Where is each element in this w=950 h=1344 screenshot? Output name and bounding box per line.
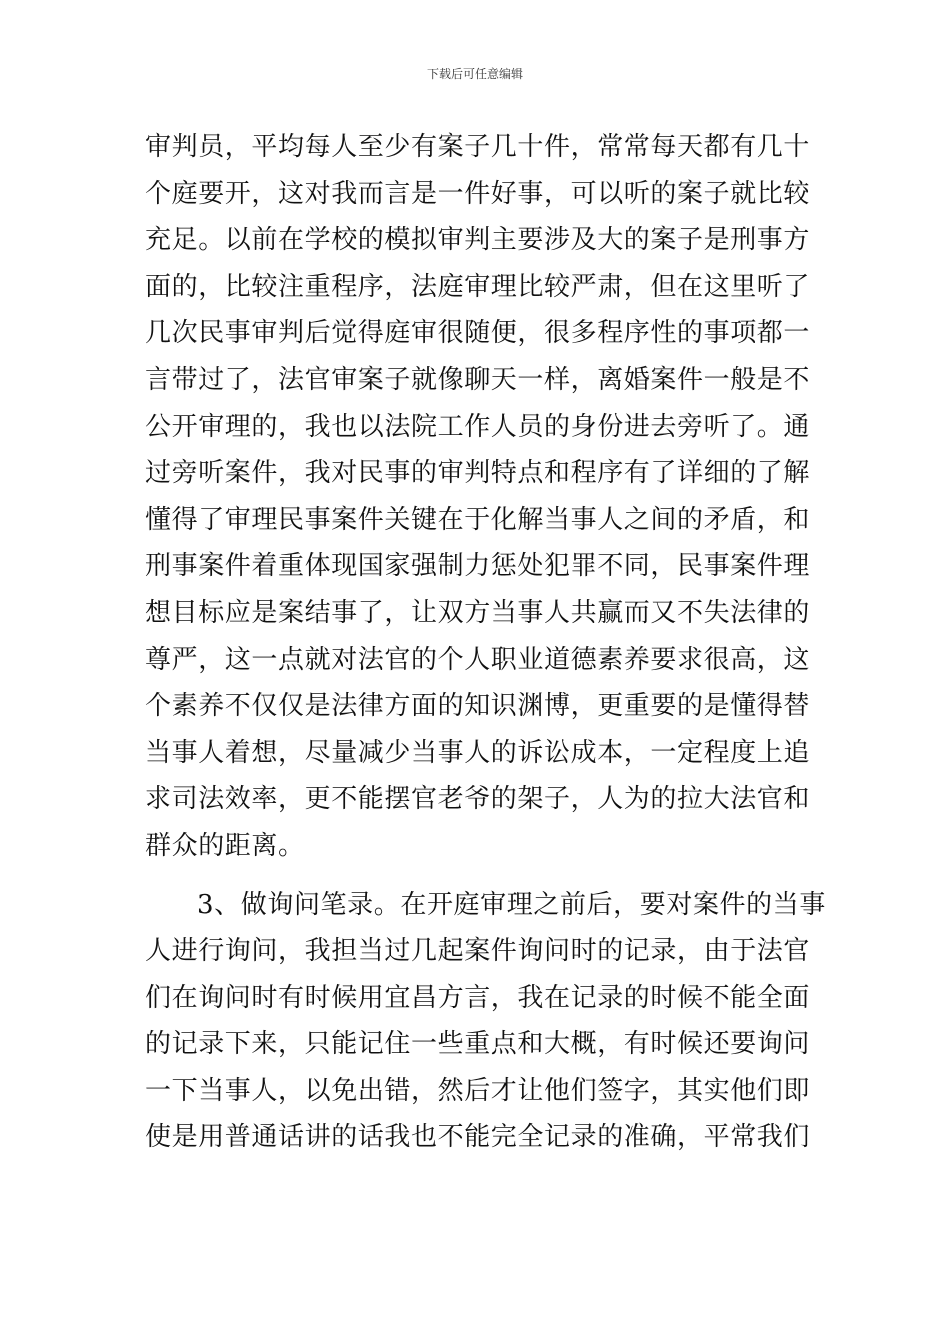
text-line: 刑事案件着重体现国家强制力惩处犯罪不同，民事案件理 — [145, 551, 811, 582]
text-line: 尊严，这一点就对法官的个人职业道德素养要求很高，这 — [145, 644, 811, 675]
text-line: 言带过了，法官审案子就像聊天一样，离婚案件一般是不 — [145, 364, 811, 395]
text-line: 懂得了审理民事案件关键在于化解当事人之间的矛盾，和 — [145, 504, 811, 535]
text-line: 公开审理的，我也以法院工作人员的身份进去旁听了。通 — [145, 411, 811, 442]
text-line: 个庭要开，这对我而言是一件好事，可以听的案子就比较 — [145, 178, 811, 209]
text-line: 一下当事人，以免出错，然后才让他们签字，其实他们即 — [145, 1075, 811, 1106]
text-line: 审判员，平均每人至少有案子几十件，常常每天都有几十 — [145, 132, 811, 162]
text-line: 想目标应是案结事了，让双方当事人共赢而又不失法律的 — [145, 597, 811, 628]
text-line: 们在询问时有时候用宜昌方言，我在记录的时候不能全面 — [145, 982, 811, 1013]
paragraph — [145, 882, 826, 1162]
page-header-note: 下载后可任意编辑 — [426, 67, 523, 81]
text-line: 面的，比较注重程序，法庭审理比较严肃，但在这里听了 — [145, 271, 811, 302]
text-line: 使是用普通话讲的话我也不能完全记录的准确，平常我们 — [145, 1122, 811, 1153]
text-line: 过旁听案件，我对民事的审判特点和程序有了详细的了解 — [145, 458, 811, 489]
text-line: 的记录下来，只能记住一些重点和大概，有时候还要询问 — [145, 1029, 811, 1060]
text-line: 几次民事审判后觉得庭审很随便，很多程序性的事项都一 — [145, 318, 811, 349]
paragraph — [145, 124, 811, 870]
text-line: 求司法效率，更不能摆官老爷的架子，人为的拉大法官和 — [145, 784, 811, 815]
text-line: 人进行询问，我担当过几起案件询问时的记录，由于法官 — [145, 936, 811, 967]
text-line: 充足。以前在学校的模拟审判主要涉及大的案子是刑事方 — [145, 225, 811, 256]
text-line: 3、做询问笔录。在开庭审理之前后，要对案件的当事 — [197, 889, 826, 920]
body-text — [145, 124, 826, 1161]
text-line: 个素养不仅仅是法律方面的知识渊博，更重要的是懂得替 — [145, 691, 811, 722]
text-line: 群众的距离。 — [145, 830, 305, 861]
paragraph-gap — [145, 870, 807, 882]
text-line: 当事人着想，尽量减少当事人的诉讼成本，一定程度上追 — [145, 737, 811, 768]
